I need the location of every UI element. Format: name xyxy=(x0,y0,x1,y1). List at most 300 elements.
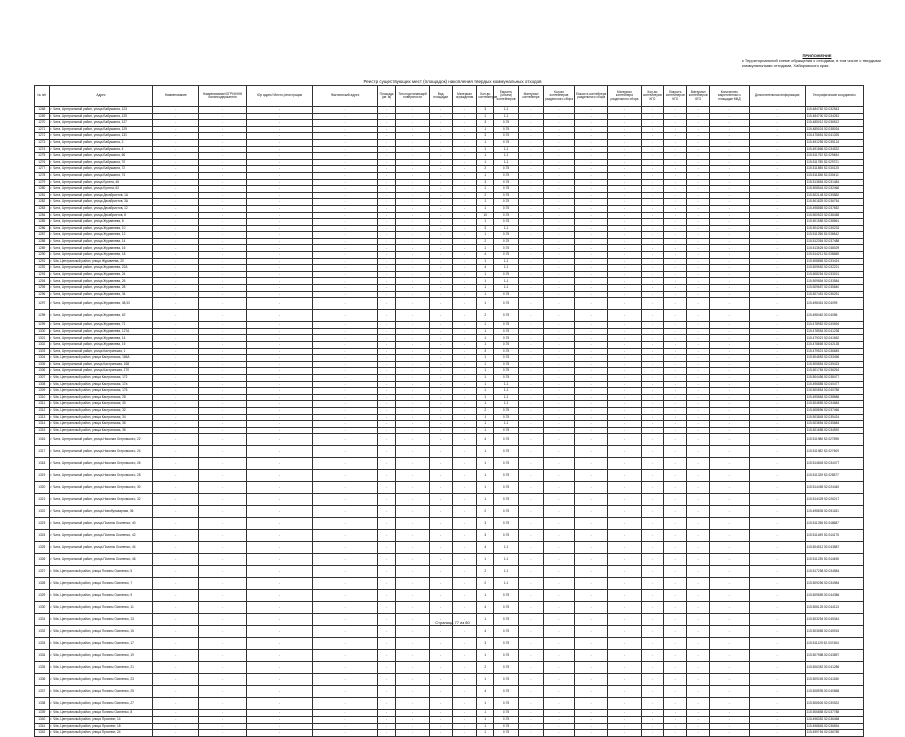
empty-cell: - xyxy=(429,298,452,310)
row-number-cell: 1300 xyxy=(35,328,50,335)
empty-cell: - xyxy=(543,381,574,388)
container-volume-cell: 1.1 xyxy=(494,107,519,114)
empty-cell: - xyxy=(313,285,377,292)
empty-cell: - xyxy=(543,542,574,554)
container-volume-cell: 0.75 xyxy=(494,698,519,710)
empty-cell: - xyxy=(687,265,710,272)
empty-cell: - xyxy=(396,298,429,310)
empty-cell: - xyxy=(575,219,608,226)
empty-cell: - xyxy=(664,265,687,272)
row-number-cell: 1284 xyxy=(35,212,50,219)
empty-cell: - xyxy=(452,258,477,265)
empty-cell: - xyxy=(153,401,199,408)
empty-cell: - xyxy=(749,407,805,414)
empty-cell: - xyxy=(246,179,312,186)
column-header: Вид площадки xyxy=(429,86,452,107)
address-cell: г. Чита, Центральный район, улица Журавлева, 48,33 xyxy=(49,298,153,310)
empty-cell: - xyxy=(313,381,377,388)
empty-cell: - xyxy=(687,626,710,638)
column-header: Материал контейнера раздельного сбора xyxy=(608,86,641,107)
empty-cell: - xyxy=(749,458,805,470)
empty-cell: - xyxy=(687,153,710,160)
empty-cell: - xyxy=(687,458,710,470)
container-volume-cell: 1.1 xyxy=(494,285,519,292)
row-number-cell: 1280 xyxy=(35,186,50,193)
empty-cell: - xyxy=(519,434,544,446)
coordinates-cell: 115.506125 52.044113 xyxy=(805,602,863,614)
empty-cell: - xyxy=(575,192,608,199)
container-volume-cell: 0.75 xyxy=(494,638,519,650)
empty-cell: - xyxy=(664,342,687,349)
empty-cell: - xyxy=(452,342,477,349)
column-header: Количество закрепленных к площадке МКД xyxy=(710,86,749,107)
table-row xyxy=(35,482,864,494)
table-row xyxy=(35,626,864,638)
coordinates-cell: 115.503854 52.035684 xyxy=(805,421,863,428)
empty-cell: - xyxy=(687,401,710,408)
empty-cell: - xyxy=(246,626,312,638)
empty-cell: - xyxy=(452,730,477,737)
table-row xyxy=(35,205,864,212)
address-cell: г. Чита, Центральный район, улица Полины Осипенко, 46 xyxy=(49,554,153,566)
empty-cell: - xyxy=(153,212,199,219)
empty-cell: - xyxy=(687,407,710,414)
empty-cell: - xyxy=(749,245,805,252)
coordinates-cell: 115.511855 52.030125 xyxy=(805,166,863,173)
empty-cell: - xyxy=(710,278,749,285)
address-cell: г. Чита, Центральный район, улица Журавлева, 8 xyxy=(49,219,153,226)
empty-cell: - xyxy=(749,674,805,686)
empty-cell: - xyxy=(452,322,477,329)
empty-cell: - xyxy=(246,153,312,160)
empty-cell: - xyxy=(246,590,312,602)
empty-cell: - xyxy=(452,388,477,395)
empty-cell: - xyxy=(519,518,544,530)
empty-cell: - xyxy=(396,401,429,408)
empty-cell: - xyxy=(608,421,641,428)
empty-cell: - xyxy=(199,361,247,368)
address-cell: г. Чita, Центральный район, улица Кастринская, 176 xyxy=(49,388,153,395)
empty-cell: - xyxy=(313,368,377,375)
empty-cell: - xyxy=(710,205,749,212)
empty-cell: - xyxy=(199,153,247,160)
empty-cell: - xyxy=(664,172,687,179)
empty-cell: - xyxy=(313,361,377,368)
empty-cell: - xyxy=(641,291,664,298)
column-header: Емкость контейнера раздельного сбора xyxy=(575,86,608,107)
empty-cell: - xyxy=(452,401,477,408)
container-volume-cell: 0.75 xyxy=(494,212,519,219)
empty-cell: - xyxy=(313,291,377,298)
empty-cell: - xyxy=(519,407,544,414)
empty-cell: - xyxy=(664,638,687,650)
empty-cell: - xyxy=(377,368,396,375)
empty-cell: - xyxy=(710,374,749,381)
empty-cell: - xyxy=(687,245,710,252)
empty-cell: - xyxy=(246,238,312,245)
empty-cell: - xyxy=(641,113,664,120)
empty-cell: - xyxy=(608,381,641,388)
row-number-cell: 1301 xyxy=(35,335,50,342)
empty-cell: - xyxy=(641,348,664,355)
table-row xyxy=(35,554,864,566)
empty-cell: - xyxy=(429,494,452,506)
empty-cell: - xyxy=(575,554,608,566)
container-volume-cell: 0.75 xyxy=(494,446,519,458)
empty-cell: - xyxy=(608,172,641,179)
empty-cell: - xyxy=(396,368,429,375)
empty-cell: - xyxy=(664,271,687,278)
empty-cell: - xyxy=(710,285,749,292)
empty-cell: - xyxy=(749,566,805,578)
empty-cell: - xyxy=(519,199,544,206)
empty-cell: - xyxy=(543,291,574,298)
empty-cell: - xyxy=(687,159,710,166)
empty-cell: - xyxy=(377,530,396,542)
empty-cell: - xyxy=(608,716,641,723)
empty-cell: - xyxy=(519,212,544,219)
empty-cell: - xyxy=(313,355,377,362)
empty-cell: - xyxy=(396,407,429,414)
empty-cell: - xyxy=(313,212,377,219)
table-row xyxy=(35,153,864,160)
empty-cell: - xyxy=(153,723,199,730)
container-count-cell: 1 xyxy=(477,146,494,153)
address-cell: г. Чita, Центральный район, улица Полины Осипенко, 19 xyxy=(49,650,153,662)
empty-cell: - xyxy=(687,434,710,446)
empty-cell: - xyxy=(313,265,377,272)
empty-cell: - xyxy=(429,186,452,193)
container-volume-cell: 0.75 xyxy=(494,482,519,494)
row-number-cell: 1285 xyxy=(35,219,50,226)
empty-cell: - xyxy=(664,361,687,368)
empty-cell: - xyxy=(199,172,247,179)
container-count-cell: 3 xyxy=(477,638,494,650)
empty-cell: - xyxy=(710,107,749,114)
table-row xyxy=(35,199,864,206)
empty-cell: - xyxy=(687,192,710,199)
empty-cell: - xyxy=(641,494,664,506)
row-number-cell: 1296 xyxy=(35,291,50,298)
container-count-cell: 1 xyxy=(477,368,494,375)
empty-cell: - xyxy=(377,126,396,133)
row-number-cell: 1289 xyxy=(35,245,50,252)
column-header: Материал контейнера xyxy=(519,86,544,107)
empty-cell: - xyxy=(575,212,608,219)
empty-cell: - xyxy=(641,232,664,239)
empty-cell: - xyxy=(664,199,687,206)
container-count-cell: 1 xyxy=(477,554,494,566)
empty-cell: - xyxy=(687,139,710,146)
empty-cell: - xyxy=(664,238,687,245)
empty-cell: - xyxy=(575,278,608,285)
empty-cell: - xyxy=(749,172,805,179)
empty-cell: - xyxy=(641,133,664,140)
empty-cell: - xyxy=(749,394,805,401)
empty-cell: - xyxy=(608,414,641,421)
container-volume-cell: 0.75 xyxy=(494,590,519,602)
empty-cell: - xyxy=(452,192,477,199)
container-count-cell: 2 xyxy=(477,578,494,590)
coordinates-cell: 115.509855 52.044386 xyxy=(805,590,863,602)
table-row xyxy=(35,291,864,298)
empty-cell: - xyxy=(575,427,608,434)
empty-cell: - xyxy=(199,470,247,482)
empty-cell: - xyxy=(543,252,574,259)
empty-cell: - xyxy=(246,407,312,414)
column-header: Дополнительная информация xyxy=(749,86,805,107)
container-count-cell: 1 xyxy=(477,153,494,160)
row-number-cell: 1342 xyxy=(35,730,50,737)
empty-cell: - xyxy=(710,414,749,421)
empty-cell: - xyxy=(710,578,749,590)
empty-cell: - xyxy=(608,252,641,259)
address-cell: г. Чита, Центральный район, улица Журавлева, 127А xyxy=(49,328,153,335)
container-count-cell: 2 xyxy=(477,506,494,518)
empty-cell: - xyxy=(313,252,377,259)
empty-cell: - xyxy=(396,205,429,212)
empty-cell: - xyxy=(749,159,805,166)
empty-cell: - xyxy=(687,113,710,120)
empty-cell: - xyxy=(153,381,199,388)
container-count-cell: 1 xyxy=(477,258,494,265)
empty-cell: - xyxy=(153,614,199,626)
empty-cell: - xyxy=(396,238,429,245)
table-row xyxy=(35,146,864,153)
empty-cell: - xyxy=(641,388,664,395)
empty-cell: - xyxy=(153,494,199,506)
empty-cell: - xyxy=(664,542,687,554)
empty-cell: - xyxy=(641,590,664,602)
empty-cell: - xyxy=(377,258,396,265)
coordinates-cell: 115.511986 52.027598 xyxy=(805,434,863,446)
empty-cell: - xyxy=(749,335,805,342)
address-cell: г. Чита, Центральный район, улица Кастринская, 170 xyxy=(49,368,153,375)
empty-cell: - xyxy=(429,120,452,127)
empty-cell: - xyxy=(452,225,477,232)
empty-cell: - xyxy=(313,159,377,166)
address-cell: г. Чита, Центральный район, улица Декабристов, 12 xyxy=(49,205,153,212)
empty-cell: - xyxy=(710,458,749,470)
empty-cell: - xyxy=(664,225,687,232)
empty-cell: - xyxy=(575,698,608,710)
empty-cell: - xyxy=(664,192,687,199)
coordinates-cell: 115.498835 52.051181 xyxy=(805,506,863,518)
empty-cell: - xyxy=(687,271,710,278)
empty-cell: - xyxy=(199,427,247,434)
empty-cell: - xyxy=(377,322,396,329)
empty-cell: - xyxy=(749,381,805,388)
empty-cell: - xyxy=(575,179,608,186)
empty-cell: - xyxy=(396,388,429,395)
empty-cell: - xyxy=(429,133,452,140)
empty-cell: - xyxy=(153,291,199,298)
container-volume-cell: 0.75 xyxy=(494,126,519,133)
empty-cell: - xyxy=(687,698,710,710)
address-cell: г. Чита, Центральный район, улица Бутина, 62 xyxy=(49,186,153,193)
empty-cell: - xyxy=(664,258,687,265)
empty-cell: - xyxy=(608,494,641,506)
empty-cell: - xyxy=(664,368,687,375)
empty-cell: - xyxy=(608,232,641,239)
empty-cell: - xyxy=(519,245,544,252)
address-cell: г. Чита, Центральный район, улица Журавлева, 18 xyxy=(49,252,153,259)
empty-cell: - xyxy=(710,342,749,349)
empty-cell: - xyxy=(641,258,664,265)
empty-cell: - xyxy=(543,518,574,530)
empty-cell: - xyxy=(641,205,664,212)
empty-cell: - xyxy=(377,434,396,446)
table-row xyxy=(35,361,864,368)
empty-cell: - xyxy=(246,126,312,133)
empty-cell: - xyxy=(199,139,247,146)
empty-cell: - xyxy=(519,388,544,395)
empty-cell: - xyxy=(519,542,544,554)
table-row xyxy=(35,686,864,698)
empty-cell: - xyxy=(377,107,396,114)
empty-cell: - xyxy=(543,394,574,401)
empty-cell: - xyxy=(608,166,641,173)
empty-cell: - xyxy=(396,348,429,355)
empty-cell: - xyxy=(519,458,544,470)
empty-cell: - xyxy=(377,113,396,120)
empty-cell: - xyxy=(608,186,641,193)
coordinates-cell: 115.509652 52.032221 xyxy=(805,265,863,272)
table-row xyxy=(35,427,864,434)
empty-cell: - xyxy=(575,120,608,127)
empty-cell: - xyxy=(429,470,452,482)
empty-cell: - xyxy=(608,153,641,160)
empty-cell: - xyxy=(396,674,429,686)
container-count-cell: 4 xyxy=(477,686,494,698)
empty-cell: - xyxy=(377,328,396,335)
coordinates-cell: 115.504512 52.043887 xyxy=(805,542,863,554)
table-row xyxy=(35,107,864,114)
empty-cell: - xyxy=(687,414,710,421)
address-cell: г. Чита, Центральный район, улица Бабушкина, 2 xyxy=(49,139,153,146)
empty-cell: - xyxy=(519,638,544,650)
empty-cell: - xyxy=(608,265,641,272)
empty-cell: - xyxy=(519,414,544,421)
empty-cell: - xyxy=(608,542,641,554)
coordinates-cell: 115.511258 52.048687 xyxy=(805,518,863,530)
empty-cell: - xyxy=(396,335,429,342)
empty-cell: - xyxy=(246,381,312,388)
empty-cell: - xyxy=(575,638,608,650)
empty-cell: - xyxy=(608,328,641,335)
empty-cell: - xyxy=(641,458,664,470)
empty-cell: - xyxy=(246,252,312,259)
empty-cell: - xyxy=(710,542,749,554)
empty-cell: - xyxy=(396,458,429,470)
row-number-cell: 1274 xyxy=(35,146,50,153)
row-number-cell: 1303 xyxy=(35,348,50,355)
empty-cell: - xyxy=(641,698,664,710)
empty-cell: - xyxy=(452,506,477,518)
empty-cell: - xyxy=(543,113,574,120)
empty-cell: - xyxy=(246,650,312,662)
empty-cell: - xyxy=(153,166,199,173)
coordinates-cell: 115.511325 52.028577 xyxy=(805,470,863,482)
empty-cell: - xyxy=(377,710,396,717)
empty-cell: - xyxy=(687,348,710,355)
address-cell: г. Чита, Центральный район, улица Декабристов, 3А xyxy=(49,199,153,206)
container-volume-cell: 0.75 xyxy=(494,518,519,530)
empty-cell: - xyxy=(429,172,452,179)
container-count-cell: 1 xyxy=(477,427,494,434)
empty-cell: - xyxy=(519,723,544,730)
empty-cell: - xyxy=(429,710,452,717)
empty-cell: - xyxy=(710,381,749,388)
empty-cell: - xyxy=(543,205,574,212)
empty-cell: - xyxy=(313,271,377,278)
empty-cell: - xyxy=(452,146,477,153)
empty-cell: - xyxy=(246,328,312,335)
container-volume-cell: 0.75 xyxy=(494,650,519,662)
empty-cell: - xyxy=(153,434,199,446)
empty-cell: - xyxy=(749,252,805,259)
row-number-cell: 1297 xyxy=(35,298,50,310)
container-count-cell: 1 xyxy=(477,458,494,470)
empty-cell: - xyxy=(429,361,452,368)
empty-cell: - xyxy=(429,342,452,349)
empty-cell: - xyxy=(199,368,247,375)
empty-cell: - xyxy=(246,566,312,578)
container-volume-cell: 0.75 xyxy=(494,342,519,349)
container-count-cell: 1 xyxy=(477,159,494,166)
coordinates-cell: 115.501784 52.036254 xyxy=(805,368,863,375)
empty-cell: - xyxy=(199,388,247,395)
row-number-cell: 1340 xyxy=(35,716,50,723)
empty-cell: - xyxy=(396,322,429,329)
empty-cell: - xyxy=(687,238,710,245)
address-cell: г. Чita, Центральный район, улица Проспект, 14 xyxy=(49,716,153,723)
empty-cell: - xyxy=(396,172,429,179)
empty-cell: - xyxy=(153,394,199,401)
empty-cell: - xyxy=(377,238,396,245)
empty-cell: - xyxy=(519,139,544,146)
empty-cell: - xyxy=(313,192,377,199)
empty-cell: - xyxy=(543,285,574,292)
empty-cell: - xyxy=(641,566,664,578)
empty-cell: - xyxy=(199,401,247,408)
container-volume-cell: 0.75 xyxy=(494,335,519,342)
empty-cell: - xyxy=(641,407,664,414)
empty-cell: - xyxy=(710,328,749,335)
empty-cell: - xyxy=(377,355,396,362)
empty-cell: - xyxy=(377,698,396,710)
empty-cell: - xyxy=(641,126,664,133)
container-count-cell: 1 xyxy=(477,494,494,506)
empty-cell: - xyxy=(429,638,452,650)
empty-cell: - xyxy=(246,494,312,506)
empty-cell: - xyxy=(664,434,687,446)
empty-cell: - xyxy=(246,159,312,166)
empty-cell: - xyxy=(396,120,429,127)
table-row xyxy=(35,322,864,329)
empty-cell: - xyxy=(246,113,312,120)
empty-cell: - xyxy=(452,271,477,278)
container-count-cell: 1 xyxy=(477,245,494,252)
empty-cell: - xyxy=(543,470,574,482)
empty-cell: - xyxy=(710,298,749,310)
empty-cell: - xyxy=(452,361,477,368)
empty-cell: - xyxy=(396,381,429,388)
empty-cell: - xyxy=(199,414,247,421)
container-count-cell: 1 xyxy=(477,291,494,298)
empty-cell: - xyxy=(377,298,396,310)
empty-cell: - xyxy=(575,113,608,120)
